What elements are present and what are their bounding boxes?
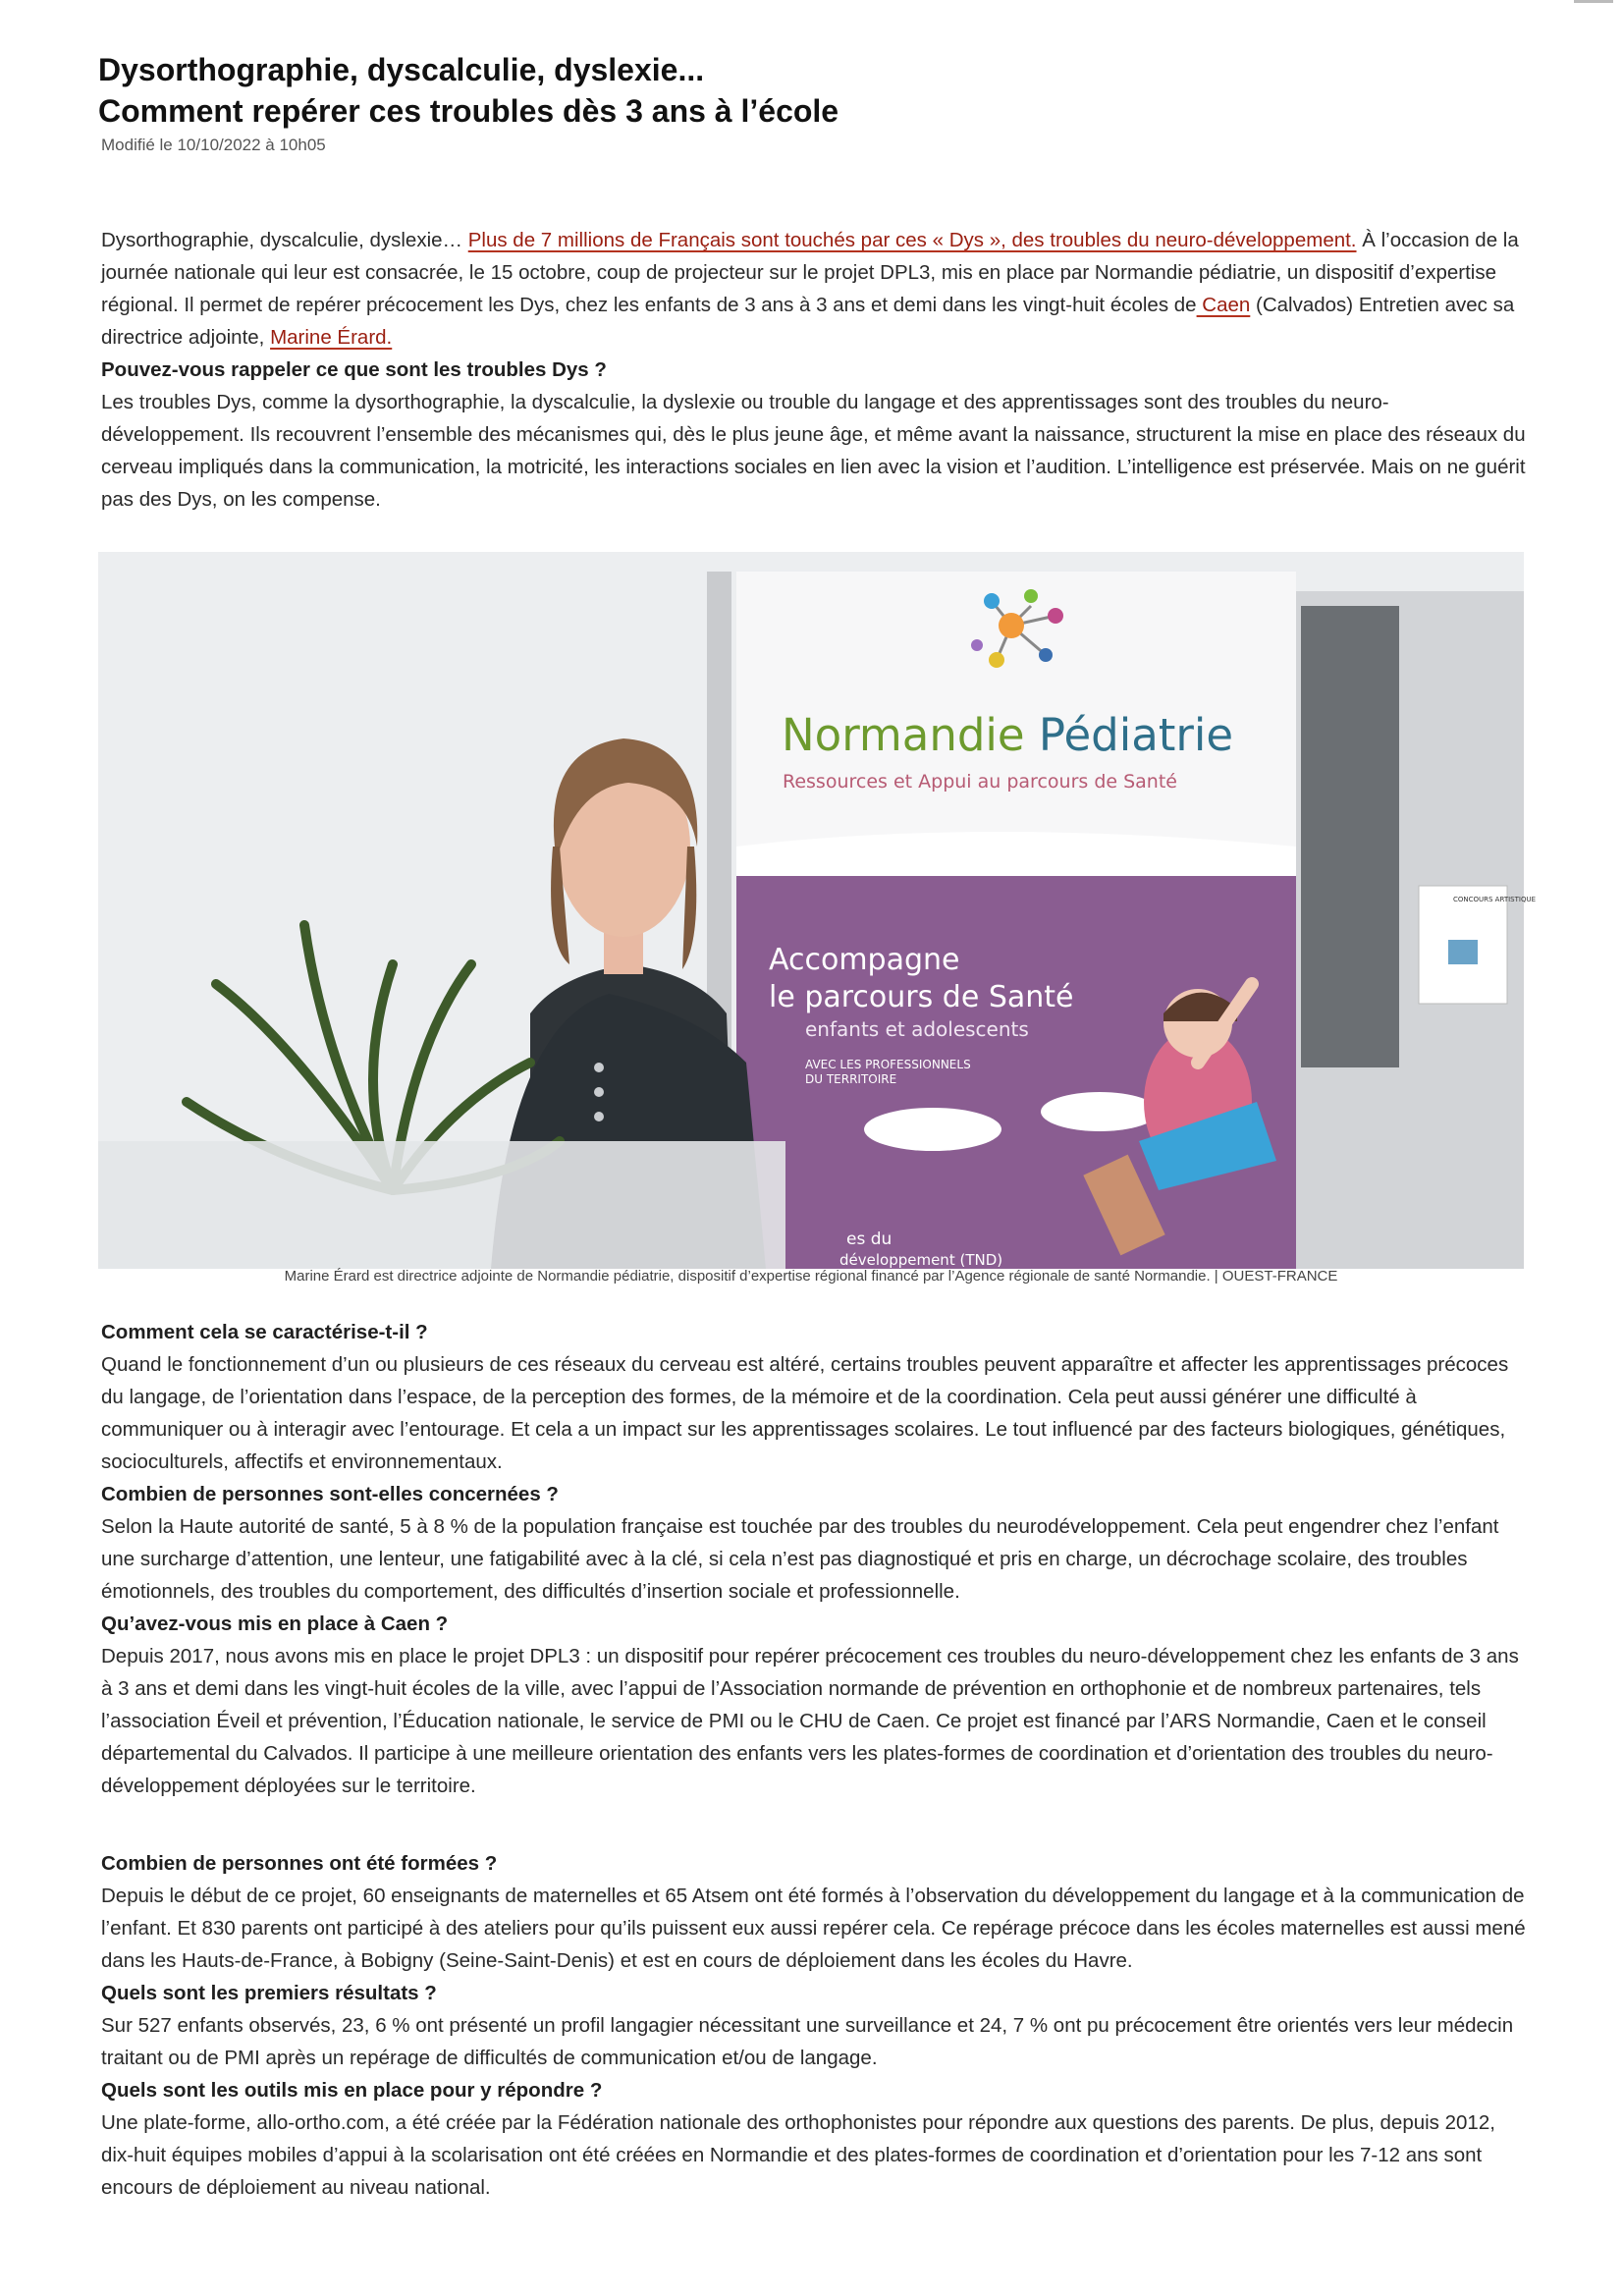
- banner-line-1: Accompagne: [769, 943, 960, 977]
- modified-date: Modifié le 10/10/2022 à 10h05: [101, 136, 326, 154]
- answer-3: Selon la Haute autorité de santé, 5 à 8 % de la population française est touchée par des troubles du neurodéveloppement. Cela peut engendrer chez l’enfant une surcharge d’attention, une lenteur, une fatigabilité avec à la clé, si cela n’est pas diagnostiqué et pris en charge, un décrochage scolaire, des troubles émotionnels, des troubles du comportement, des difficultés d’insertion sociale et professionnelle.: [101, 1515, 1499, 1603]
- dys-link[interactable]: Plus de 7 millions de Français sont touchés par ces « Dys », des troubles du neuro-développement.: [467, 229, 1357, 251]
- question-5: Combien de personnes ont été formées ?: [101, 1852, 498, 1875]
- caen-link[interactable]: Caen: [1196, 294, 1251, 316]
- article-photo: [98, 552, 1537, 1269]
- poster-text: CONCOURS ARTISTIQUE: [1453, 896, 1537, 903]
- scan-corner-mark: [1574, 0, 1613, 3]
- sign-subtitle: Ressources et Appui au parcours de Santé: [783, 771, 1177, 793]
- question-6: Quels sont les premiers résultats ?: [101, 1982, 437, 2004]
- banner-line-2: le parcours de Santé: [769, 980, 1074, 1014]
- answer-5: Depuis le début de ce projet, 60 enseignants de maternelles et 65 Atsem ont été formés à l’observation du développement du langage et à la communication de l’enfant. Et 830 parents ont participé à des ateliers pour qu’ils puissent eux aussi repérer cela. Ce repérage précoce dans les écoles maternelles est aussi mené dans les Hauts-de-France, à Bobigny (Seine-Saint-Denis) et est en cours de déploiement dans les écoles du Havre.: [101, 1885, 1526, 1972]
- sign-title: [782, 709, 1233, 761]
- answer-1: Les troubles Dys, comme la dysorthographie, la dyscalculie, la dyslexie ou trouble du langage et des apprentissages sont des troubles du neuro-développement. Ils recouvrent l’ensemble des mécanismes qui, dès le plus jeune âge, et même avant la naissance, structurent la mise en place des réseaux du cerveau impliqués dans la communication, la motricité, les interactions sociales en lien avec la vision et l’audition. L’intelligence est préservée. Mais on ne guérit pas des Dys, on les compense.: [101, 391, 1526, 511]
- interview-block-2: [101, 1847, 1527, 2204]
- question-7: Quels sont les outils mis en place pour y répondre ?: [101, 2079, 603, 2102]
- intro-paragraph: [101, 224, 1527, 354]
- article-title: [98, 49, 1522, 132]
- intro-text-1: Dysorthographie, dyscalculie, dyslexie…: [101, 229, 468, 251]
- banner-line-4: AVEC LES PROFESSIONNELS: [805, 1058, 971, 1071]
- title-line-1: Dysorthographie, dyscalculie, dyslexie...: [98, 52, 705, 87]
- banner-line-5: DU TERRITOIRE: [805, 1072, 897, 1086]
- intro-text-2: À l’occasion de la journée nationale qui leur est consacrée, le 15 octobre, coup de projecteur sur le projet DPL3, mis en place par Normandie pédiatrie, un dispositif d’expertise régional. Il permet de repérer précocement les Dys, chez les enfants de 3 ans à 3 ans et demi dans les vingt-huit écoles de: [101, 229, 1519, 316]
- answer-2: Quand le fonctionnement d’un ou plusieurs de ces réseaux du cerveau est altéré, certains troubles peuvent apparaître et affecter les apprentissages précoces du langage, de l’orientation dans l’espace, de la perception des formes, de la mémoire et de la coordination. Cela peut aussi générer une difficulté à communiquer ou à interagir avec l’entourage. Et cela a un impact sur les apprentissages scolaires. Le tout influencé par des facteurs biologiques, génétiques, socioculturels, affectifs et environnementaux.: [101, 1353, 1509, 1473]
- answer-6: Sur 527 enfants observés, 23, 6 % ont présenté un profil langagier nécessitant une surveillance et 24, 7 % ont pu précocement être orientés vers leur médecin traitant ou de PMI après un repérage de difficultés de communication et/ou de langage.: [101, 2014, 1514, 2069]
- interview-block-1: [101, 1316, 1527, 1802]
- question-2: Comment cela se caractérise-t-il ?: [101, 1321, 428, 1343]
- sign-title-green: Normandie: [782, 709, 1039, 761]
- banner-bottom-2: développement (TND): [839, 1251, 1003, 1269]
- sign-title-blue: Pédiatrie: [1038, 709, 1234, 761]
- marine-erard-link[interactable]: Marine Érard.: [270, 326, 393, 349]
- banner-bottom-1: es du: [846, 1230, 893, 1249]
- photo-caption: Marine Érard est directrice adjointe de Normandie pédiatrie, dispositif d’expertise régional financé par l’Agence régionale de santé Normandie. | OUEST-FRANCE: [284, 1268, 1338, 1285]
- photo-illustration: [98, 552, 1524, 1269]
- answer-7: Une plate-forme, allo-ortho.com, a été créée par la Fédération nationale des orthophonistes pour répondre aux questions des parents. De plus, depuis 2012, dix-huit équipes mobiles d’appui à la scolarisation ont été créées en Normandie et des plates-formes de coordination et d’orientation pour les 7-12 ans sont encours de déploiement au niveau national.: [101, 2111, 1495, 2199]
- answer-4: Depuis 2017, nous avons mis en place le projet DPL3 : un dispositif pour repérer précocement ces troubles du neuro-développement chez les enfants de 3 ans à 3 ans et demi dans les vingt-huit écoles de la ville, avec l’appui de l’Association normande de prévention en orthophonie et de nombreux partenaires, tels l’association Éveil et prévention, l’Éducation nationale, le service de PMI ou le CHU de Caen. Ce projet est financé par l’ARS Normandie, Caen et le conseil départemental du Calvados. Il participe à une meilleure orientation des enfants vers les plates-formes de coordination et d’orientation des troubles du neuro-développement déployées sur le territoire.: [101, 1645, 1519, 1797]
- title-line-2: Comment repérer ces troubles dès 3 ans à l’école: [98, 93, 839, 129]
- question-4: Qu’avez-vous mis en place à Caen ?: [101, 1613, 449, 1635]
- banner-line-3: enfants et adolescents: [805, 1017, 1029, 1041]
- question-1: Pouvez-vous rappeler ce que sont les troubles Dys ?: [101, 358, 607, 381]
- question-3: Combien de personnes sont-elles concernées ?: [101, 1483, 559, 1505]
- intro-text-3: (Calvados) Entretien avec sa directrice adjointe,: [101, 294, 1515, 349]
- intro-block: [101, 224, 1527, 516]
